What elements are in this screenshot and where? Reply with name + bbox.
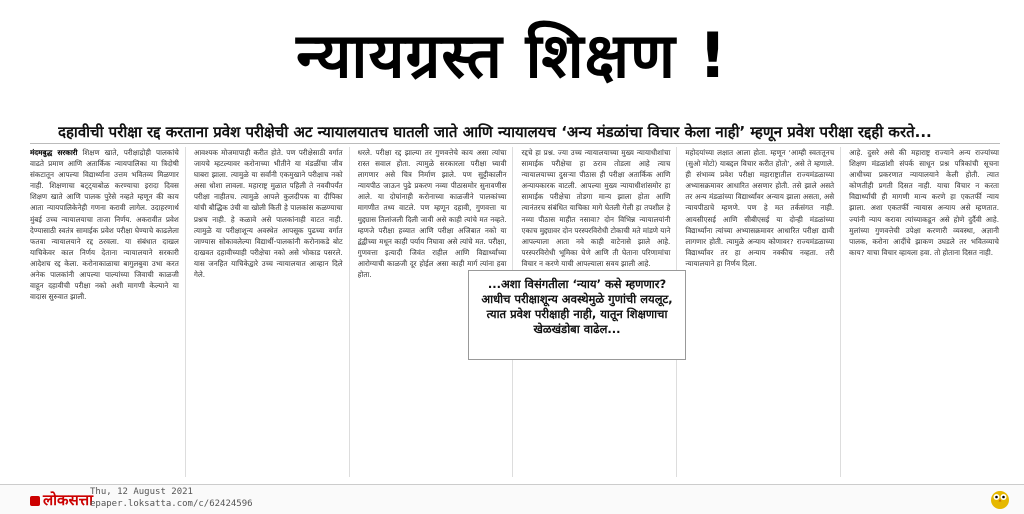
logo-text: लोकसत्ता bbox=[43, 491, 93, 509]
byline: मंदमबुद्ध सरकारी bbox=[30, 148, 78, 157]
article-column-3: धरले. परीक्षा रद्द झाल्या तर गुणवत्तेचे काय असा त्यांचा रास्त सवाल होता. त्यामुळे सरकारला परीक्षा घ्यावी लागणार असे चित्र निर्माण झाले. पण सुट्टीकालीन न्यायपीठ जाऊन पुढे प्रकरण नव्या पीठासमोर सुनावणीस आले. या दोघांनाही करोनाच्या काळजीने पालकांच्या मागणीत तथ्य वाटले. पण म्हणून दहावी, गुणवत्ता या मुद्द्यास तिलांजली दिली जावी असे काही त्यांचे मत नव्हते. म्हणजे परीक्षा हव्यात आणि परीक्षा अजिबात नको या द्वंद्वीच्या मधून काही पर्याय निघावा असे त्यांचे मत. परीक्षा, गुणवत्ता इत्यादी जिवंत राहील आणि विद्यार्थ्यांच्या आरोग्याची काळजी दूर होईल असा काही मार्ग त्यांना हवा होता. bbox=[358, 147, 514, 477]
article-column-6: आहे. दुसरे असे की महाराष्ट्र राज्याने अन्य राज्यांच्या शिक्षण मंडळांशी संपर्क साधून प्रश्न पत्रिकांची सूचना आधीच्या प्रकरणात न्यायालयाने केली होती. त्यात कोणतीही प्रगती दिसत नाही. याचा विचार न करता विद्यार्थ्यांची ही मागणी मान्य करणे हा एकतर्फी न्याय झाला. अशा एकतर्फी न्यायास अन्याय असे म्हणतात. ज्यांनी न्याय करावा त्यांच्याकडून असे होणे दुर्दैवी आहे. मुलांच्या गुणवत्तेची उपेक्षा करणारी व्यवस्था, अज्ञानी पालक, करोना आदींचे झाकण उघडले तर भवितव्याचे काय? याचा विचार व्हायला हवा. तो होताना दिसत नाही. bbox=[849, 148, 999, 257]
epaper-url[interactable]: epaper.loksatta.com/c/62424596 bbox=[90, 499, 253, 509]
newspaper-logo[interactable] bbox=[30, 490, 93, 510]
article-column-text: शिक्षण खाते, परीक्षाद्रोही पालकांचे वाढते प्रमाण आणि अतार्किक न्यायपालिका या त्रिदोषी संकटातून आपल्या विद्यार्थ्यांना उत्तम भवितव्य मिळणार नाही. शिक्षणाचा बट्ट्याबोळ करण्याचा इरादा दिवस शिक्षण खाते आणि पालक पुरेसे नव्हते म्हणून की काय आता न्यायपालिकेनेही गणना करावी लागेल. उदाहरणार्थ मुंबई उच्च न्यायालयाचा ताजा निर्णय. अकरावीत प्रवेश देण्यासाठी स्वतंत्र सामाईक प्रवेश परीक्षा घेण्याचे काढलेला फतवा न्यायालयाने रद्द ठरवला. या संबंधात दाखल याचिकेवर काल निर्णय देताना न्यायालयाने सरकारी आदेशच रद्द केला. करोनाकाळाचा बागुलबुवा उभा करत अनेक पालकांनी आपल्या पाल्यांच्या जिवाची काळजी वाहून दहावीची परीक्षा नको अशी मागणी केल्याने या वादास सुरुवात झाली. bbox=[30, 148, 179, 302]
headline: न्यायग्रस्त शिक्षण ! bbox=[296, 19, 728, 92]
article-column-1 bbox=[30, 147, 186, 477]
owl-mascot-icon bbox=[988, 486, 1012, 510]
article-column-2: आवश्यक मोजमापाही करीत होते. पण परीक्षेसाठी वर्गात जायचे म्हटल्यावर करोनाच्या भीतीने या मंडळींचा जीव घाबरा झाला. त्यामुळे या सर्वांनी एकमुखाने परीक्षाच नको असा धोशा लावला. महाराष्ट्र मुळात पहिली ते नववीपर्यंत परीक्षा नाहीतच. त्यामुळे आपले कुलदीपक वा दीपिका यांची बौद्धिक उंची वा खोली किती हे पालकांस कळण्याचा प्रश्नच नाही. हे कळावे असे पालकांनाही वाटत नाही. त्यामुळे या परीक्षाशून्य अवस्थेत आपसूक पुढच्या वर्गात जाण्यास सोकावलेल्या विद्यार्थी-पालकांनी करोनाकडे बोट दाखवत दहावीच्याही परीक्षेचा नको असे भोकाड पसरले. यास जनहित याचिकेद्वारे उच्च न्यायालयात आव्हान दिले गेले. bbox=[194, 147, 350, 477]
article-column-4: रद्दचे हा प्रश्न. ज्या उच्च न्यायालयाच्या मुख्य न्यायाधीशांचा सामाईक परीक्षेचा हा ठराव तोडला आहे त्याच न्यायालयाच्या दुसऱ्या पीठास ही परीक्षा अतार्किक आणि अन्यायकारक वाटली. आपल्या मुख्य न्यायाधीशांसमोर हा सामाईक परीक्षेचा तोडगा मान्य झाला होता आणि त्यानंतरच संबंधित याचिका मागे घेतली गेली हा तपशील हे नव्या पीठास माहीत नसावा? दोन विभिन्न न्यायालयांनी एकाच मुद्द्यावर दोन परस्परविरोधी टोकाची मते मांडणे याने आपल्याला आता नवे काही वाटेनासे झाले आहे. परस्परविरोधी भूमिका घेणे आणि ती घेताना परिणामांचा विचार न करणे याची आपल्याला सवय झाली आहे. bbox=[521, 147, 677, 477]
divider bbox=[30, 143, 1000, 144]
newspaper-logo-icon bbox=[30, 496, 40, 506]
subheadline: दहावीची परीक्षा रद्द करताना प्रवेश परीक्षेची अट न्यायालयातच घातली जाते आणि न्यायालयच ‘अन्य मंडळांचा विचार केला नाही’ म्हणून प्रवेश परीक्षा रद्दही करते... bbox=[58, 123, 932, 141]
publication-date: Thu, 12 August 2021 bbox=[90, 487, 193, 497]
pull-quote: ...अशा विसंगतीला ‘न्याय’ कसे म्हणणार? आधीच परीक्षाशून्य अवस्थेमुळे गुणांची लयलूट, त्यात प्रवेश परीक्षाही नाही, यातून शिक्षणाचा खेळखंडोबा वाढेल... bbox=[468, 270, 686, 360]
article-column-5: महोदयांच्या लक्षात आला होता. म्हणून ‘आम्ही स्वतःतूनच (सुओ मोटो) याबद्दल विचार करीत होतो’, असे ते म्हणाले. ही संभाव्य प्रवेश परीक्षा महाराष्ट्रातील राज्यमंडळाच्या अभ्यासक्रमावर आधारित असणार होती. तसे झाले असते तर अन्य मंडळांच्या विद्यार्थ्यांवर अन्याय झाला असता, असे न्यायपीठाचे म्हणणे. पण हे मत तर्कसंगत नाही. आयसीएसई आणि सीबीएसई या दोन्ही मंडळांच्या विद्यार्थ्यांना त्यांच्या अभ्यासक्रमावर आधारित परीक्षा द्यावी लागणार होती. त्यामुळे अन्याय कोणावर? राज्यमंडळाच्या विद्यार्थ्यांवर तर हा अन्याय नक्कीच नव्हता. तरी न्यायालयाने हा निर्णय दिला. bbox=[685, 147, 841, 477]
